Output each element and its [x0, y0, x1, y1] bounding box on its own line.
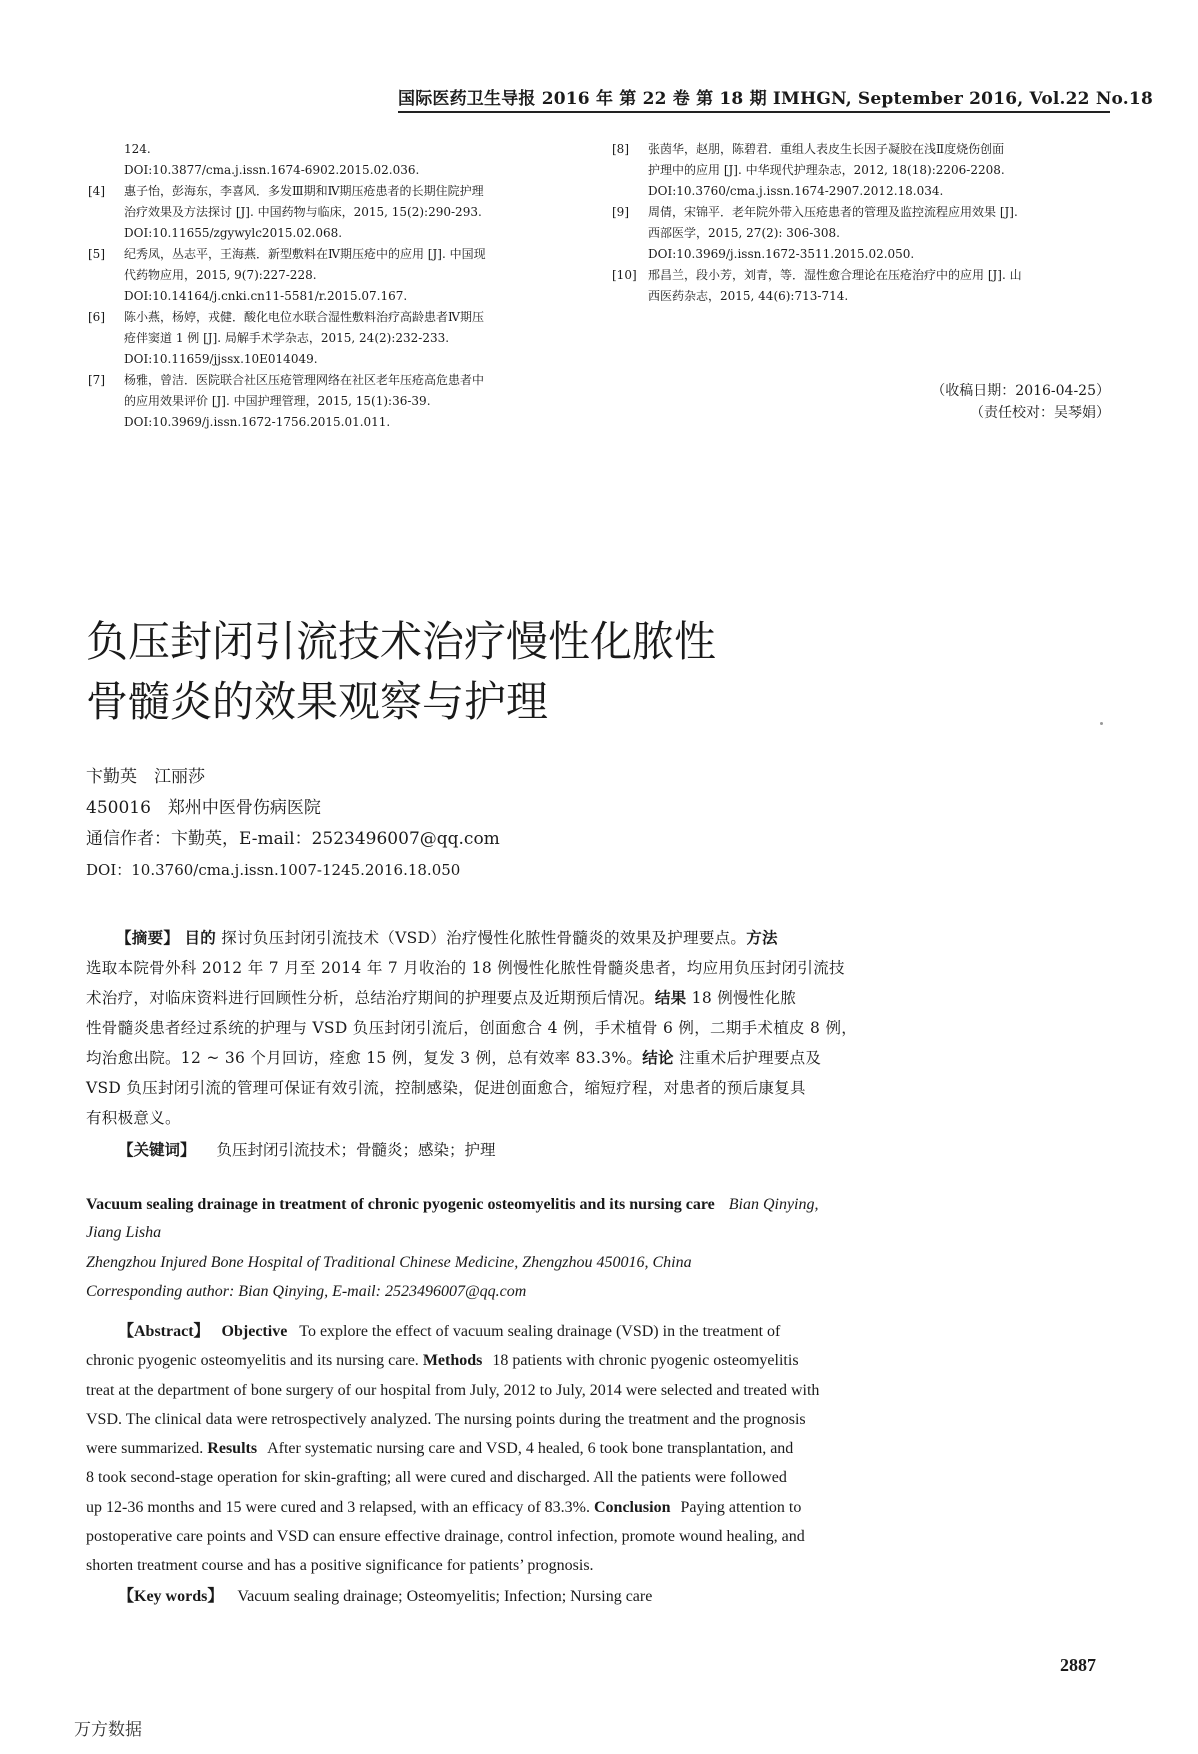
received-date: （收稿日期：2016-04-25） — [931, 383, 1110, 399]
reference-line: 周倩，宋锦平．老年院外带入压疮患者的管理及监控流程应用效果 [J]. — [648, 205, 1018, 219]
reference-line: 惠子怡，彭海东，李喜风．多发Ⅲ期和Ⅳ期压疮患者的长期住院护理 — [124, 184, 484, 198]
title-line: 骨髓炎的效果观察与护理 — [86, 677, 549, 726]
reference-line: DOI:10.3969/j.issn.1672-3511.2015.02.050. — [648, 247, 915, 261]
abstract-text: 18 例慢性化脓 — [691, 989, 797, 1007]
reference-line: 邢昌兰，段小芳，刘青，等．湿性愈合理论在压疮治疗中的应用 [J]. 山 — [648, 268, 1022, 282]
keywords-en-text: Vacuum sealing drainage; Osteomyelitis; Infection; Nursing care — [237, 1588, 653, 1605]
reference-item — [88, 181, 586, 244]
keywords-chinese — [118, 1138, 495, 1160]
reference-item — [88, 307, 586, 370]
abstract-en-text: VSD. The clinical data were retrospectively analyzed. The nursing points during the treatment and the prognosis — [86, 1410, 806, 1428]
reference-number: [10] — [612, 268, 637, 282]
conclusion-label: 结论 — [642, 1049, 674, 1067]
reference-line: DOI:10.11655/zgywylc2015.02.068. — [124, 226, 343, 240]
english-corresponding: Corresponding author: Bian Qinying, E-mail: 2523496007@qq.com — [86, 1283, 527, 1300]
methods-en-label: Methods — [422, 1352, 483, 1370]
reference-number: [4] — [88, 184, 105, 198]
references-left-column — [88, 139, 586, 433]
abstract-text: VSD 负压封闭引流的管理可保证有效引流，控制感染，促进创面愈合，缩短疗程，对患者的预后康复具 — [86, 1079, 806, 1097]
reference-line: 疮伴窦道 1 例 [J]. 局解手术学杂志，2015, 24(2):232-233. — [124, 331, 450, 345]
abstract-en-text: postoperative care points and VSD can ensure effective drainage, control infection, promote wound healing, and — [86, 1528, 805, 1546]
abstract-en-text: To explore the effect of vacuum sealing drainage (VSD) in the treatment of — [299, 1323, 781, 1340]
abstract-chinese — [86, 923, 946, 1133]
corresponding-author: 通信作者：卞勤英，E-mail：2523496007@qq.com — [86, 829, 500, 849]
objective-label: 目的 — [184, 929, 217, 947]
abstract-en-text: shorten treatment course and has a positive significance for patients’ prognosis. — [86, 1557, 594, 1575]
reference-line: DOI:10.11659/jjssx.10E014049. — [124, 352, 318, 366]
received-info — [860, 380, 1110, 424]
abstract-english — [86, 1317, 946, 1581]
reference-number: [9] — [612, 205, 629, 219]
conclusion-en-label: Conclusion — [594, 1498, 671, 1516]
results-label: 结果 — [654, 989, 687, 1007]
abstract-text: 性骨髓炎患者经过系统的护理与 VSD 负压封闭引流后，创面愈合 4 例，手术植骨 6 例，二期手术植皮 8 例， — [86, 1019, 858, 1037]
reference-line: 西医药杂志，2015, 44(6):713-714. — [648, 289, 849, 303]
reference-item — [612, 139, 1118, 202]
keywords-english — [118, 1583, 652, 1606]
title-line: 负压封闭引流技术治疗慢性化脓性 — [86, 617, 717, 666]
objective-en-label: Objective — [221, 1323, 288, 1340]
english-affiliation: Zhengzhou Injured Bone Hospital of Traditional Chinese Medicine, Zhengzhou 450016, China — [86, 1254, 692, 1271]
reference-line: 治疗效果及方法探讨 [J]. 中国药物与临床，2015, 15(2):290-293. — [124, 205, 482, 219]
english-authors-continued: Jiang Lisha — [86, 1224, 162, 1241]
abstract-en-text: 18 patients with chronic pyogenic osteomyelitis — [492, 1352, 799, 1370]
reference-line: 陈小燕，杨婷，戎健．酸化电位水联合湿性敷料治疗高龄患者Ⅳ期压 — [124, 310, 484, 324]
reference-number: [6] — [88, 310, 105, 324]
doi: DOI：10.3760/cma.j.issn.1007-1245.2016.18.050 — [86, 861, 461, 879]
authors: 卞勤英 江丽莎 — [86, 767, 205, 787]
reference-line: DOI:10.14164/j.cnki.cn11-5581/r.2015.07.167. — [124, 289, 408, 303]
references-right-column — [612, 139, 1118, 307]
abstract-en-text: chronic pyogenic osteomyelitis and its nursing care. — [86, 1352, 419, 1370]
results-en-label: Results — [207, 1440, 258, 1458]
page-number: 2887 — [1060, 1655, 1096, 1675]
abstract-text: 探讨负压封闭引流技术（VSD）治疗慢性化脓性骨髓炎的效果及护理要点。 — [221, 929, 747, 947]
keywords-text: 负压封闭引流技术；骨髓炎；感染；护理 — [216, 1141, 496, 1159]
proofreader: （责任校对：吴琴娟） — [970, 405, 1110, 421]
reference-number: [7] — [88, 373, 105, 387]
reference-line: 杨雅，曾洁．医院联合社区压疮管理网络在社区老年压疮高危患者中 — [124, 373, 485, 387]
english-title-text: Vacuum sealing drainage in treatment of chronic pyogenic osteomyelitis and its nursing care — [86, 1196, 715, 1213]
article-title — [86, 612, 716, 732]
reference-item — [88, 244, 586, 307]
reference-line: DOI:10.3877/cma.j.issn.1674-6902.2015.02.036. — [124, 163, 420, 177]
affiliation: 450016 郑州中医骨伤病医院 — [86, 798, 321, 818]
reference-line: 的应用效果评价 [J]. 中国护理管理，2015, 15(1):36-39. — [124, 394, 431, 408]
abstract-label: 【摘要】 — [116, 929, 180, 947]
running-header: 国际医药卫生导报 2016 年 第 22 卷 第 18 期 IMHGN, September 2016, Vol.22 No.18 — [398, 89, 1153, 109]
footer-watermark-logo: 万方数据 — [74, 1720, 142, 1740]
reference-number: [5] — [88, 247, 105, 261]
reference-line: 西部医学，2015, 27(2): 306-308. — [648, 226, 840, 240]
methods-label: 方法 — [746, 929, 778, 947]
abstract-text: 选取本院骨外科 2012 年 7 月至 2014 年 7 月收治的 18 例慢性化脓性骨髓炎患者，均应用负压封闭引流技 — [86, 959, 845, 977]
reference-line: 124. — [124, 142, 151, 156]
abstract-text: 均治愈出院。12 ~ 36 个月回访，痊愈 15 例，复发 3 例，总有效率 83.3%。 — [86, 1049, 643, 1067]
header-rule — [398, 111, 1110, 113]
reference-line: DOI:10.3760/cma.j.issn.1674-2907.2012.18.034. — [648, 184, 944, 198]
scan-speck — [1100, 722, 1103, 725]
abstract-en-text: were summarized. — [86, 1440, 204, 1458]
reference-line: DOI:10.3969/j.issn.1672-1756.2015.01.011. — [124, 415, 391, 429]
abstract-text: 有积极意义。 — [86, 1109, 181, 1127]
abstract-en-text: Paying attention to — [680, 1498, 802, 1516]
abstract-en-text: 8 took second-stage operation for skin-grafting; all were cured and discharged. All the patients were followed — [86, 1469, 787, 1487]
abstract-en-text: After systematic nursing care and VSD, 4 healed, 6 took bone transplantation, and — [267, 1440, 794, 1458]
abstract-text: 注重术后护理要点及 — [679, 1049, 822, 1067]
english-authors: Bian Qinying, — [728, 1196, 819, 1213]
reference-item — [612, 265, 1118, 307]
reference-number: [8] — [612, 142, 629, 156]
reference-line: 张茵华，赵朋，陈碧君．重组人表皮生长因子凝胶在浅Ⅱ度烧伤创面 — [648, 142, 1005, 156]
english-title — [86, 1196, 946, 1214]
abstract-en-text: up 12-36 months and 15 were cured and 3 relapsed, with an efficacy of 83.3%. — [86, 1498, 590, 1516]
abstract-en-text: treat at the department of bone surgery of our hospital from July, 2012 to July, 2014 were selected and treated with — [86, 1381, 820, 1399]
reference-item — [88, 370, 586, 433]
reference-line: 纪秀凤，丛志平，王海燕．新型敷料在Ⅳ期压疮中的应用 [J]. 中国现 — [124, 247, 486, 261]
article-meta — [86, 762, 500, 886]
keywords-label: 【关键词】 — [118, 1141, 196, 1159]
keywords-en-label: 【Key words】 — [118, 1588, 224, 1605]
reference-item — [88, 139, 586, 181]
reference-line: 代药物应用，2015, 9(7):227-228. — [124, 268, 317, 282]
reference-line: 护理中的应用 [J]. 中华现代护理杂志，2012, 18(18):2206-2208. — [648, 163, 1005, 177]
abstract-en-label: 【Abstract】 — [118, 1323, 210, 1340]
reference-item — [612, 202, 1118, 265]
abstract-text: 术治疗，对临床资料进行回顾性分析，总结治疗期间的护理要点及近期预后情况。 — [86, 989, 655, 1007]
